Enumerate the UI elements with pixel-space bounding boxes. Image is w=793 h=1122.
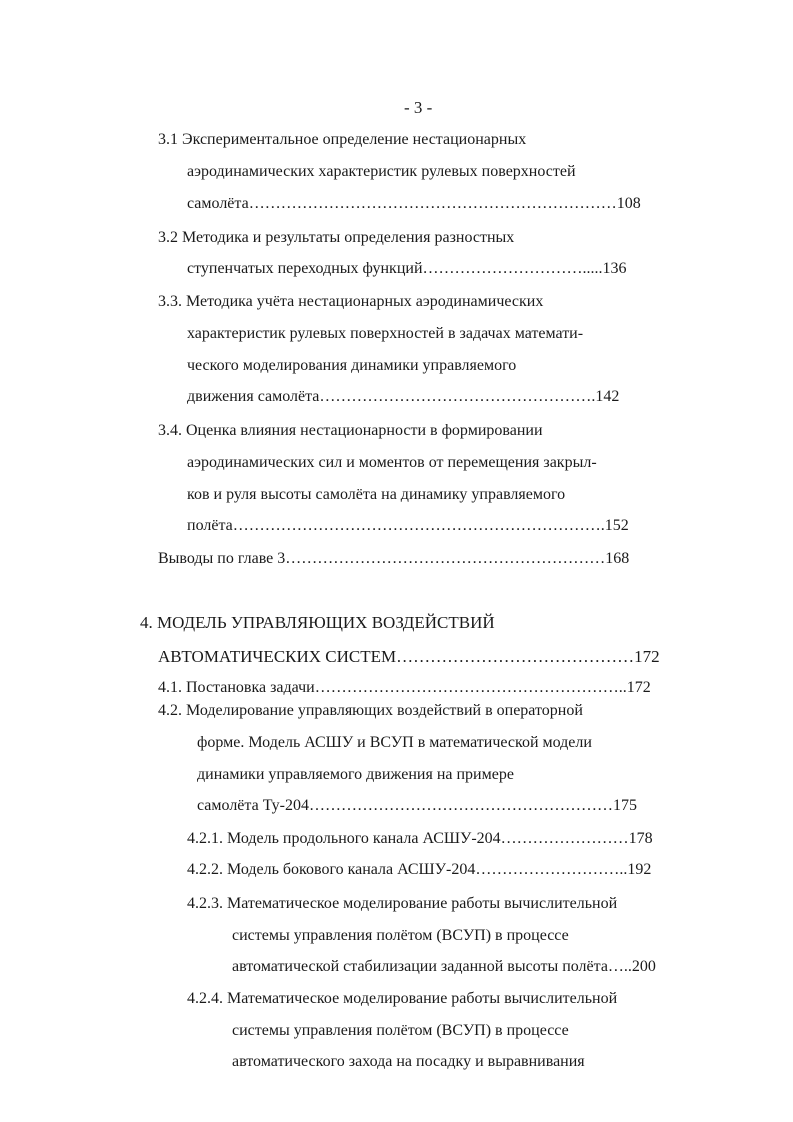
page-number: - 3 - — [404, 98, 433, 117]
chapter-title: АВТОМАТИЧЕСКИХ СИСТЕМ……………………………………172 — [158, 647, 660, 666]
toc-line: 4.2.4. Математическое моделирование работы вычислительной — [187, 990, 618, 1007]
toc-line: самолёта……………………………………………………………108 — [187, 195, 641, 212]
toc-line: движения самолёта…………………………………………….142 — [187, 388, 620, 405]
toc-line: 3.1 Экспериментальное определение нестационарных — [158, 131, 527, 148]
toc-line: ступенчатых переходных функций………………………….....136 — [187, 260, 627, 277]
toc-line: аэродинамических характеристик рулевых поверхностей — [187, 163, 576, 180]
toc-line: автоматического захода на посадку и выравнивания — [232, 1053, 585, 1070]
toc-line: динамики управляемого движения на примере — [197, 766, 514, 783]
toc-line: 4.2.3. Математическое моделирование работы вычислительной — [187, 895, 618, 912]
toc-line: аэродинамических сил и моментов от перемещения закрыл- — [187, 454, 597, 471]
toc-line: полёта…………………………………………………………….152 — [187, 517, 629, 534]
toc-line: характеристик рулевых поверхностей в задачах математи- — [187, 325, 584, 342]
toc-line: автоматической стабилизации заданной высоты полёта…..200 — [232, 958, 656, 975]
toc-line: 3.4. Оценка влияния нестационарности в формировании — [158, 422, 543, 439]
toc-line: ков и руля высоты самолёта на динамику управляемого — [187, 486, 566, 503]
chapter-title: 4. МОДЕЛЬ УПРАВЛЯЮЩИХ ВОЗДЕЙСТВИЙ — [140, 613, 495, 632]
toc-line: системы управления полётом (ВСУП) в процессе — [232, 1022, 569, 1039]
toc-line: 3.2 Методика и результаты определения разностных — [158, 229, 515, 246]
toc-entry-4-2-1: 4.2.1. Модель продольного канала АСШУ-204……………………178 — [187, 830, 653, 847]
toc-line: 4.2. Моделирование управляющих воздействий в операторной — [158, 702, 583, 719]
toc-line: форме. Модель АСШУ и ВСУП в математической модели — [197, 734, 592, 751]
toc-entry-4-1: 4.1. Постановка задачи…………………………………………………..172 — [158, 679, 651, 696]
toc-line: системы управления полётом (ВСУП) в процессе — [232, 927, 569, 944]
toc-line: самолёта Ту-204…………………………………………………175 — [197, 797, 637, 814]
toc-line: ческого моделирования динамики управляемого — [187, 357, 517, 374]
toc-entry-4-2-2: 4.2.2. Модель бокового канала АСШУ-204………………………..192 — [187, 861, 652, 878]
toc-line: 3.3. Методика учёта нестационарных аэродинамических — [158, 293, 544, 310]
toc-entry-conclusions-3: Выводы по главе 3……………………………………………………168 — [158, 550, 630, 567]
